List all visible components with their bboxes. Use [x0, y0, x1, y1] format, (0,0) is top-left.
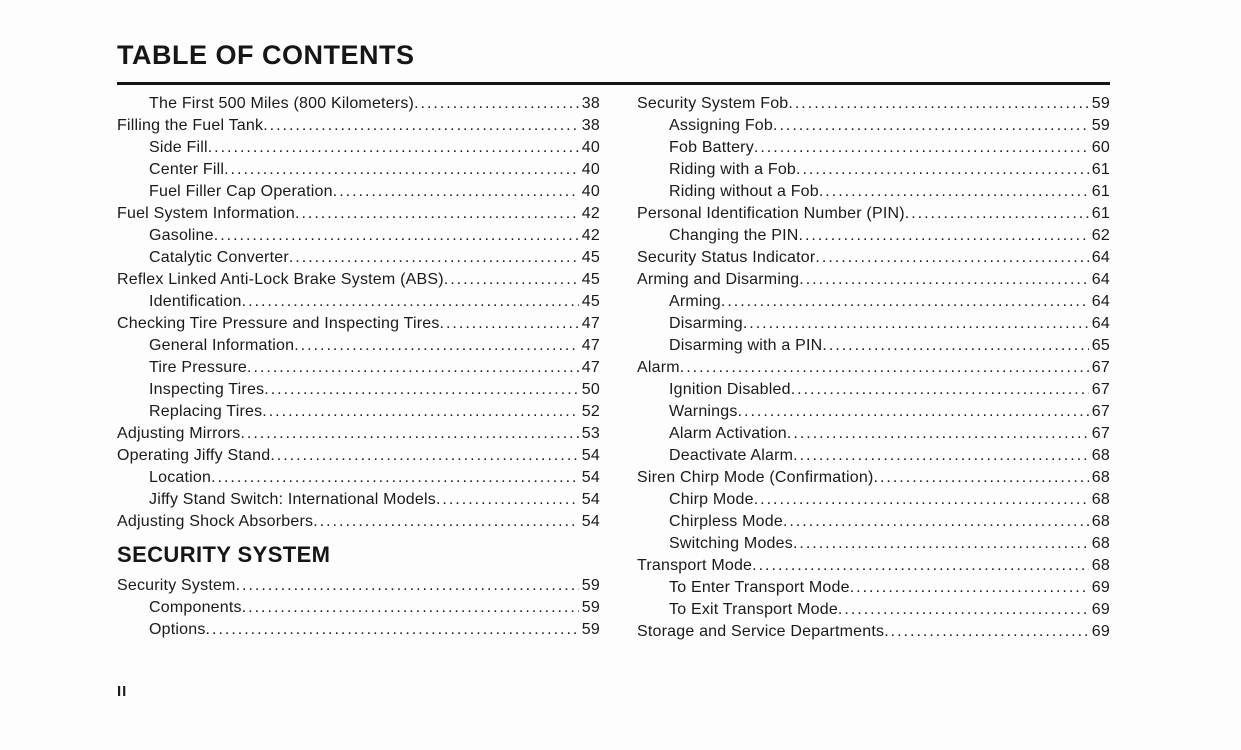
toc-entry-label: Arming and Disarming	[637, 271, 800, 288]
toc-leader-dots	[815, 249, 1110, 266]
toc-entry	[637, 621, 1110, 643]
toc-entry-label: Fuel System Information	[117, 205, 295, 222]
toc-entry	[637, 93, 1110, 115]
toc-entry-label: Reflex Linked Anti-Lock Brake System (ABS)	[117, 271, 444, 288]
toc-leader-dots	[262, 403, 600, 420]
toc-leader-dots	[289, 249, 600, 266]
toc-entry	[637, 335, 1110, 357]
toc-leader-dots	[754, 139, 1110, 156]
title-rule	[117, 82, 1110, 85]
toc-entry-label: General Information	[149, 337, 295, 354]
toc-page-number: 64	[1089, 247, 1110, 269]
toc-entry	[117, 137, 600, 159]
toc-entry	[117, 269, 600, 291]
toc-page-number: 59	[579, 575, 600, 597]
toc-page-number: 45	[579, 247, 600, 269]
toc-leader-dots	[743, 315, 1110, 332]
toc-leader-dots	[295, 205, 600, 222]
toc-entry	[637, 203, 1110, 225]
toc-entry-label: Security System Fob	[637, 95, 789, 112]
toc-leader-dots	[754, 491, 1110, 508]
toc-entry-label: Identification	[149, 293, 242, 310]
toc-page-number: 68	[1089, 533, 1110, 555]
toc-leader-dots	[793, 447, 1110, 464]
toc-page-number: 52	[579, 401, 600, 423]
toc-entry-label: Filling the Fuel Tank	[117, 117, 264, 134]
toc-page-number: 67	[1089, 379, 1110, 401]
toc-entry	[117, 423, 600, 445]
toc-page-number: 50	[579, 379, 600, 401]
section-heading: SECURITY SYSTEM	[117, 542, 331, 567]
toc-leader-dots	[440, 315, 600, 332]
toc-entry-label: Disarming with a PIN	[669, 337, 823, 354]
toc-entry	[117, 445, 600, 467]
toc-right-column	[637, 93, 1110, 643]
toc-page-number: 69	[1089, 599, 1110, 621]
toc-leader-dots	[224, 161, 600, 178]
toc-columns	[117, 93, 1110, 643]
toc-entry	[117, 335, 600, 357]
toc-leader-dots	[783, 513, 1110, 530]
toc-page-number: 59	[579, 597, 600, 619]
toc-page-number: 40	[579, 159, 600, 181]
toc-entry	[637, 247, 1110, 269]
toc-page-number: 68	[1089, 445, 1110, 467]
toc-entry-label: Center Fill	[149, 161, 225, 178]
toc-entry	[637, 269, 1110, 291]
toc-entry	[637, 577, 1110, 599]
toc-entry	[637, 423, 1110, 445]
toc-page-number: 61	[1089, 181, 1110, 203]
toc-leader-dots	[242, 293, 600, 310]
toc-entry-label: The First 500 Miles (800 Kilometers)	[149, 95, 415, 112]
toc-entry	[117, 291, 600, 313]
toc-leader-dots	[414, 95, 600, 112]
toc-entry-label: Checking Tire Pressure and Inspecting Tires	[117, 315, 440, 332]
toc-entry-label: Alarm	[637, 359, 680, 376]
toc-page-number: 47	[579, 313, 600, 335]
toc-entry-label: Tire Pressure	[149, 359, 248, 376]
toc-leader-dots	[874, 469, 1110, 486]
toc-entry	[637, 467, 1110, 489]
toc-leader-dots	[208, 139, 600, 156]
toc-page-number: 59	[1089, 93, 1110, 115]
toc-leader-dots	[242, 599, 600, 616]
toc-page-number: 61	[1089, 203, 1110, 225]
toc-entry	[637, 533, 1110, 555]
toc-entry	[117, 159, 600, 181]
toc-page-number: 59	[1089, 115, 1110, 137]
toc-leader-dots	[294, 337, 600, 354]
toc-entry-label: Chirpless Mode	[669, 513, 783, 530]
toc-entry-label: Chirp Mode	[669, 491, 754, 508]
toc-entry-label: Warnings	[669, 403, 738, 420]
toc-entry	[637, 511, 1110, 533]
toc-page-number: 47	[579, 357, 600, 379]
toc-entry	[637, 115, 1110, 137]
toc-page-number: 64	[1089, 269, 1110, 291]
toc-page-number: 40	[579, 137, 600, 159]
toc-leader-dots	[838, 601, 1110, 618]
toc-entry	[637, 401, 1110, 423]
toc-leader-dots	[264, 381, 600, 398]
toc-entry	[117, 379, 600, 401]
toc-leader-dots	[791, 381, 1110, 398]
toc-entry-label: Operating Jiffy Stand	[117, 447, 271, 464]
toc-entry	[117, 181, 600, 203]
toc-leader-dots	[787, 425, 1110, 442]
page-title: TABLE OF CONTENTS	[117, 40, 415, 70]
toc-entry	[117, 115, 600, 137]
toc-entry-label: Ignition Disabled	[669, 381, 791, 398]
toc-leader-dots	[436, 491, 600, 508]
toc-entry-label: Fuel Filler Cap Operation	[149, 183, 333, 200]
toc-page-number: 42	[579, 225, 600, 247]
toc-entry	[637, 357, 1110, 379]
toc-page-number: 38	[579, 93, 600, 115]
toc-leader-dots	[738, 403, 1110, 420]
toc-entry	[637, 181, 1110, 203]
toc-entry-label: Arming	[669, 293, 721, 310]
toc-page-number: 68	[1089, 511, 1110, 533]
toc-page-number: 54	[579, 489, 600, 511]
toc-entry-label: Deactivate Alarm	[669, 447, 794, 464]
toc-entry-label: Adjusting Mirrors	[117, 425, 241, 442]
toc-entry	[637, 445, 1110, 467]
toc-leader-dots	[333, 183, 600, 200]
toc-page-number: 45	[579, 269, 600, 291]
toc-leader-dots	[240, 425, 600, 442]
toc-entry	[637, 489, 1110, 511]
toc-entry-label: Riding without a Fob	[669, 183, 819, 200]
toc-page-number: 54	[579, 467, 600, 489]
toc-entry-label: Switching Modes	[669, 535, 793, 552]
toc-entry-label: Personal Identification Number (PIN)	[637, 205, 905, 222]
toc-left-column	[117, 93, 600, 641]
toc-entry-label: Jiffy Stand Switch: International Models	[149, 491, 436, 508]
toc-entry-label: Options	[149, 621, 206, 638]
toc-leader-dots	[214, 227, 600, 244]
toc-entry-label: Changing the PIN	[669, 227, 799, 244]
toc-leader-dots	[796, 161, 1110, 178]
toc-page-number: 69	[1089, 577, 1110, 599]
toc-leader-dots	[270, 447, 600, 464]
toc-leader-dots	[444, 271, 600, 288]
toc-entry-label: To Exit Transport Mode	[669, 601, 838, 618]
toc-page-number: 60	[1089, 137, 1110, 159]
toc-entry	[637, 291, 1110, 313]
toc-entry	[117, 489, 600, 511]
toc-entry	[117, 247, 600, 269]
toc-entry-label: Security System	[117, 577, 236, 594]
toc-entry-label: To Enter Transport Mode	[669, 579, 850, 596]
toc-page-number: 67	[1089, 401, 1110, 423]
toc-leader-dots	[721, 293, 1110, 310]
toc-entry	[637, 225, 1110, 247]
toc-leader-dots	[773, 117, 1110, 134]
toc-leader-dots	[263, 117, 600, 134]
toc-entry-label: Replacing Tires	[149, 403, 263, 420]
toc-page-number: 62	[1089, 225, 1110, 247]
toc-leader-dots	[822, 337, 1110, 354]
toc-entry-label: Side Fill	[149, 139, 208, 156]
toc-entry-label: Components	[149, 599, 242, 616]
toc-page-number: 67	[1089, 357, 1110, 379]
toc-leader-dots	[788, 95, 1110, 112]
toc-leader-dots	[799, 227, 1110, 244]
toc-entry-label: Location	[149, 469, 212, 486]
toc-entry-label: Catalytic Converter	[149, 249, 289, 266]
toc-page-number: 53	[579, 423, 600, 445]
toc-entry	[117, 357, 600, 379]
toc-page-number: 64	[1089, 291, 1110, 313]
toc-leader-dots	[211, 469, 600, 486]
toc-entry	[637, 159, 1110, 181]
toc-leader-dots	[680, 359, 1110, 376]
toc-page-number: 67	[1089, 423, 1110, 445]
toc-entry	[117, 597, 600, 619]
toc-page-number: 42	[579, 203, 600, 225]
toc-entry	[637, 137, 1110, 159]
toc-entry	[117, 313, 600, 335]
toc-entry-label: Siren Chirp Mode (Confirmation)	[637, 469, 874, 486]
toc-entry-label: Storage and Service Departments	[637, 623, 885, 640]
toc-leader-dots	[247, 359, 600, 376]
toc-entry-label: Inspecting Tires	[149, 381, 265, 398]
toc-entry	[117, 619, 600, 641]
toc-entry-label: Disarming	[669, 315, 743, 332]
toc-page-number: 65	[1089, 335, 1110, 357]
toc-page-number: 69	[1089, 621, 1110, 643]
toc-entry-label: Gasoline	[149, 227, 214, 244]
toc-entry-label: Transport Mode	[637, 557, 753, 574]
footer-page-number: II	[117, 683, 128, 700]
toc-page-number: 38	[579, 115, 600, 137]
toc-page-number: 68	[1089, 555, 1110, 577]
toc-entry	[637, 599, 1110, 621]
toc-entry	[117, 93, 600, 115]
toc-page-number: 59	[579, 619, 600, 641]
toc-page-number: 64	[1089, 313, 1110, 335]
toc-leader-dots	[206, 621, 600, 638]
toc-page-number: 68	[1089, 489, 1110, 511]
toc-leader-dots	[752, 557, 1110, 574]
toc-entry	[117, 511, 600, 533]
toc-leader-dots	[905, 205, 1110, 222]
toc-page-number: 54	[579, 445, 600, 467]
toc-entry-label: Alarm Activation	[669, 425, 787, 442]
toc-page-number: 47	[579, 335, 600, 357]
toc-entry-label: Security Status Indicator	[637, 249, 816, 266]
toc-page-number: 40	[579, 181, 600, 203]
toc-entry-label: Riding with a Fob	[669, 161, 797, 178]
toc-leader-dots	[793, 535, 1110, 552]
toc-page-number: 68	[1089, 467, 1110, 489]
toc-entry	[637, 379, 1110, 401]
toc-page-number: 61	[1089, 159, 1110, 181]
toc-leader-dots	[884, 623, 1110, 640]
toc-entry	[637, 555, 1110, 577]
toc-entry	[117, 575, 600, 597]
toc-entry	[117, 401, 600, 423]
toc-entry	[117, 203, 600, 225]
toc-leader-dots	[313, 513, 600, 530]
toc-entry-label: Adjusting Shock Absorbers	[117, 513, 314, 530]
toc-entry	[117, 467, 600, 489]
toc-leader-dots	[236, 577, 600, 594]
toc-leader-dots	[799, 271, 1110, 288]
toc-entry	[117, 225, 600, 247]
toc-entry-label: Assigning Fob	[669, 117, 773, 134]
toc-leader-dots	[850, 579, 1110, 596]
toc-leader-dots	[819, 183, 1110, 200]
toc-page-number: 45	[579, 291, 600, 313]
toc-page-number: 54	[579, 511, 600, 533]
toc-entry-label: Fob Battery	[669, 139, 754, 156]
toc-entry	[637, 313, 1110, 335]
